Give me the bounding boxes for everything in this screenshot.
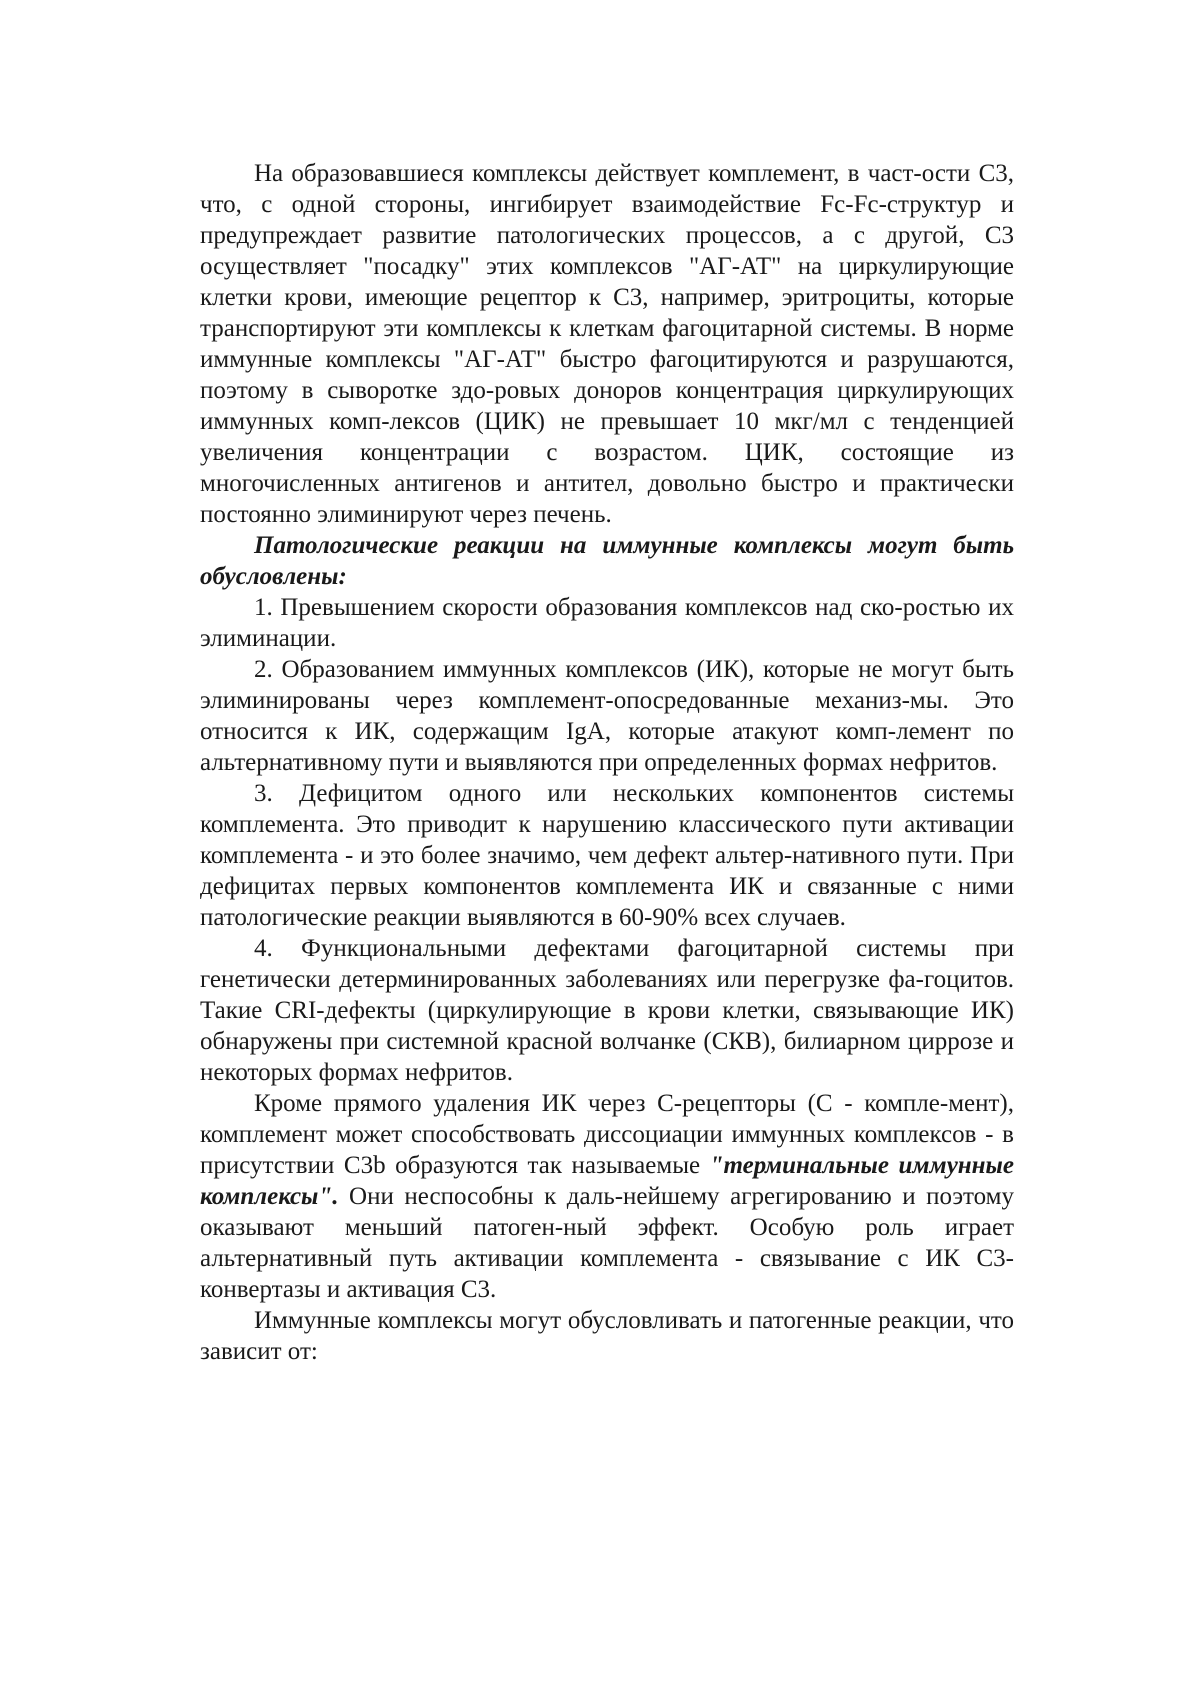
section-heading: Патологические реакции на иммунные комплексы могут быть обусловлены: xyxy=(200,532,1014,590)
paragraph-pathogenic-reactions: Иммунные комплексы могут обусловливать и патогенные реакции, что зависит от: xyxy=(200,1307,1014,1365)
paragraph-terminal-complexes xyxy=(200,1088,1014,1305)
list-item-3: 3. Дефицитом одного или нескольких компонентов системы комплемента. Это приводит к нарушению классического пути активации комплемента - и это более значимо, чем дефект альтер-нативного пути. При дефицитах первых компонентов комплемента ИК и связанные с ними патологические реакции выявляются в 60-90% всех случаев. xyxy=(200,780,1014,931)
emphasized-term: "терминальные иммунные комплексы". xyxy=(200,1152,1014,1210)
document-page xyxy=(200,158,1014,1367)
paragraph-complement-action: На образовавшиеся комплексы действует комплемент, в част-ости С3, что, с одной стороны, ингибирует взаимодействие Fc-Fc-структур и предупреждает развитие патологических процессов, а с другой, С3 осуществляет "посадку" этих комплексов "АГ-АТ" на циркулирующие клетки крови, имеющие рецептор к С3, например, эритроциты, которые транспортируют эти комплексы к клеткам фагоцитарной системы. В норме иммунные комплексы "АГ-АТ" быстро фагоцитируются и разрушаются, поэтому в сыворотке здо-ровых доноров концентрация циркулирующих иммунных комп-лексов (ЦИК) не превышает 10 мкг/мл с тенденцией увеличения концентрации с возрастом. ЦИК, состоящие из многочисленных антигенов и антител, довольно быстро и практически постоянно элиминируют через печень. xyxy=(200,160,1014,528)
paragraph-text-after: Они неспособны к даль-нейшему агрегированию и поэтому оказывают меньший патоген-ный эффект. Особую роль играет альтернативный путь активации комплемента - связывание с ИК С3-конвертазы и активация С3. xyxy=(200,1183,1014,1303)
list-item-4: 4. Функциональными дефектами фагоцитарной системы при генетически детерминированных заболеваниях или перегрузке фа-гоцитов. Такие CRI-дефекты (циркулирующие в крови клетки, связывающие ИК) обнаружены при системной красной волчанке (СКВ), билиарном циррозе и некоторых формах нефритов. xyxy=(200,935,1014,1086)
list-item-2: 2. Образованием иммунных комплексов (ИК), которые не могут быть элиминированы через комплемент-опосредованные механиз-мы. Это относится к ИК, содержащим IgA, которые атакуют комп-лемент по альтернативному пути и выявляются при определенных формах нефритов. xyxy=(200,656,1014,776)
list-item-1: 1. Превышением скорости образования комплексов над ско-ростью их элиминации. xyxy=(200,594,1014,652)
paragraph-text-before: Кроме прямого удаления ИК через С-рецепторы (С - компле-мент), комплемент может способствовать диссоциации иммунных комплексов - в присутствии С3b образуются так называемые xyxy=(200,1090,1014,1179)
